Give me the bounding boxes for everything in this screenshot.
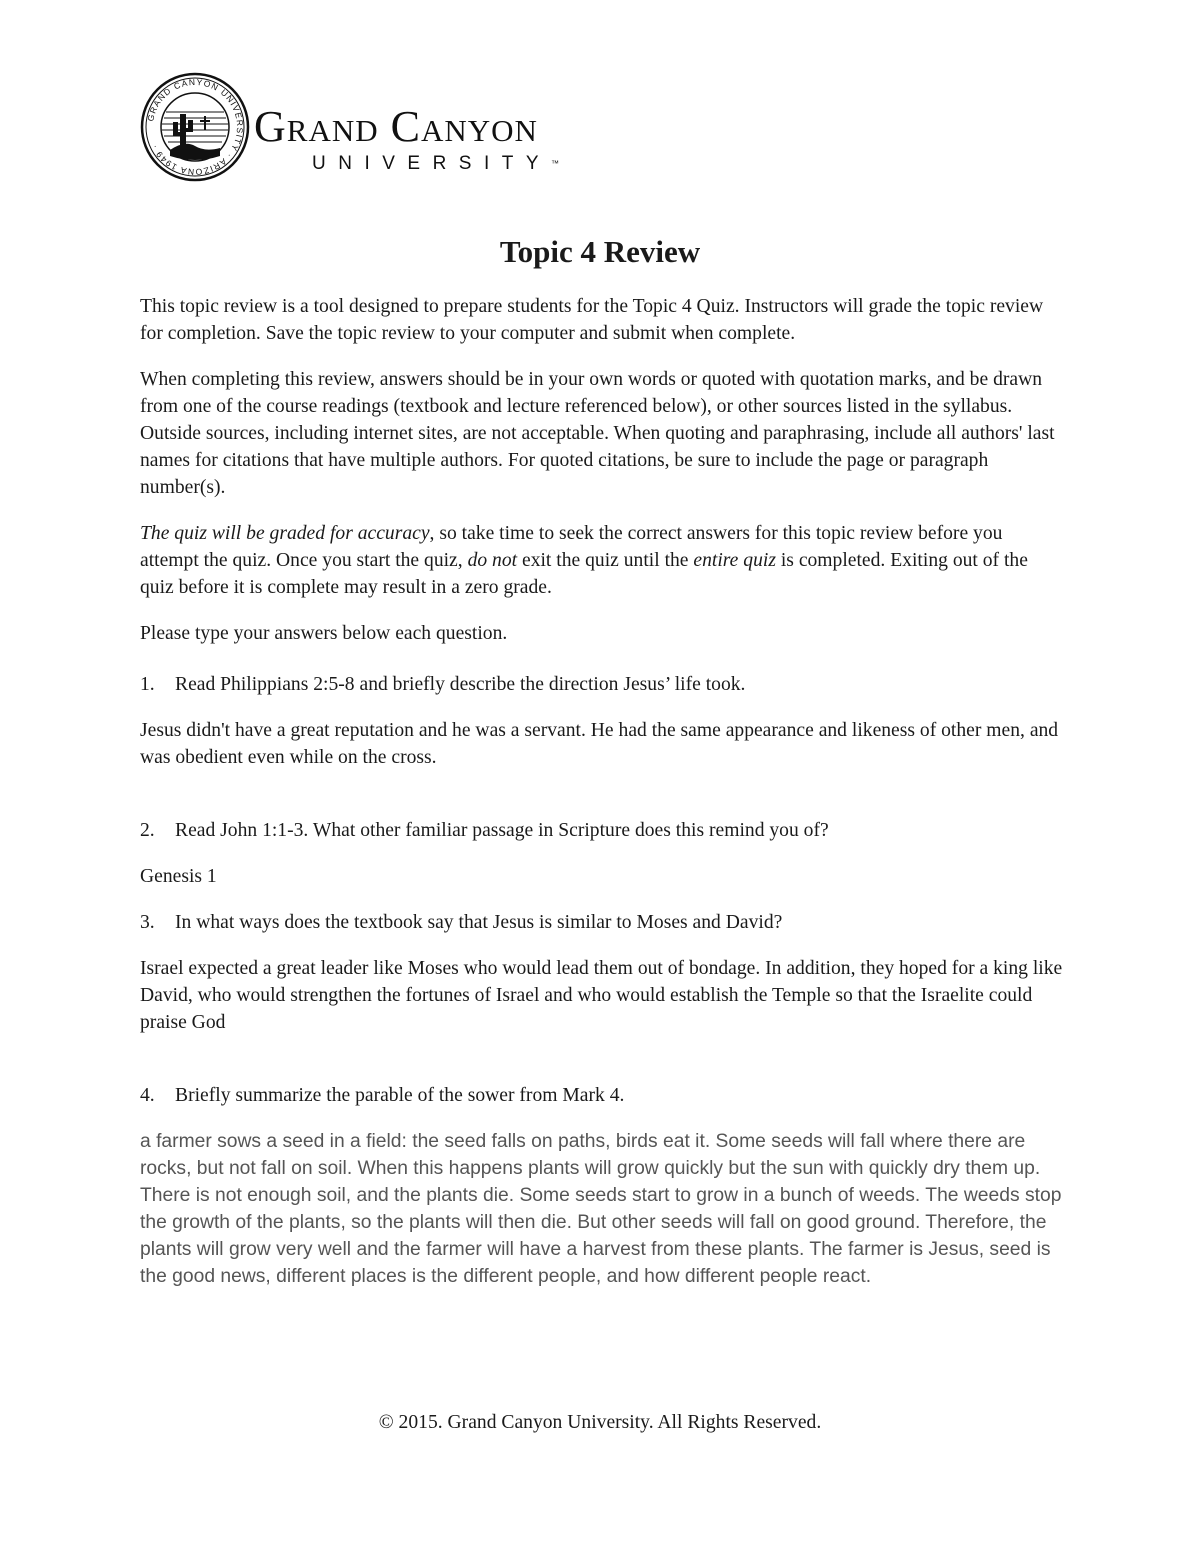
wordmark-university-text: UNIVERSITY <box>312 153 552 174</box>
question-number: 2. <box>140 820 155 841</box>
question-number: 3. <box>140 912 155 933</box>
question-text: Read John 1:1-3. What other familiar passage in Scripture does this remind you of? <box>175 820 829 841</box>
answer-2[interactable]: Genesis 1 <box>140 866 217 887</box>
emphasis-accuracy: The quiz will be graded for accuracy <box>140 523 430 544</box>
answer-4[interactable]: a farmer sows a seed in a field: the seed falls on paths, birds eat it. Some seeds will fall where there are rocks, but not fall on soil. When this happens plants will grow quickly but the sun with quickly dry them up. There is not enough soil, and the plants die. Some seeds start to grow in a bunch of weeds. The weeds stop the growth of the plants, so the plants will then die. But other seeds will fall on good ground. Therefore, the plants will grow very well and the farmer will have a harvest from these plants. The farmer is Jesus, seed is the good news, different places is the different people, and how different people react. <box>140 1131 1062 1287</box>
intro-paragraph-3 <box>140 520 1065 601</box>
intro-paragraph-4: Please type your answers below each question. <box>140 623 508 644</box>
copyright-footer: © 2015. Grand Canyon University. All Rights Reserved. <box>378 1412 822 1433</box>
document-body <box>140 293 1065 1309</box>
question-text: Read Philippians 2:5-8 and briefly describe the direction Jesus’ life took. <box>175 674 746 695</box>
intro-paragraph-1: This topic review is a tool designed to prepare students for the Topic 4 Quiz. Instructors will grade the topic review for completion. Save the topic review to your computer and submit when complete. <box>140 296 1044 344</box>
page-title: Topic 4 Review <box>499 234 701 269</box>
wordmark-university <box>312 152 559 176</box>
intro-paragraph-2: When completing this review, answers should be in your own words or quoted with quotation marks, and be drawn from one of the course readings (textbook and lecture referenced below), or other sources listed in the syllabus. Outside sources, including internet sites, are not acceptable. When quoting and paraphrasing, include all authors' last names for citations that have multiple authors. For quoted citations, be sure to include the page or paragraph number(s). <box>140 369 1055 498</box>
intro-p3-text-2: exit the quiz until the <box>517 550 694 571</box>
answer-1[interactable]: Jesus didn't have a great reputation and he was a servant. He had the same appearance and likeness of other men, and was obedient even while on the cross. <box>140 720 1059 768</box>
university-logo <box>140 72 620 182</box>
question-2 <box>140 817 1065 844</box>
question-text: In what ways does the textbook say that Jesus is similar to Moses and David? <box>175 912 783 933</box>
trademark-symbol: ™ <box>551 159 560 168</box>
wordmark-name: Grand Canyon <box>254 102 538 151</box>
question-1 <box>140 671 1065 698</box>
question-number: 1. <box>140 674 155 695</box>
question-3 <box>140 909 1065 936</box>
university-wordmark <box>254 104 559 176</box>
svg-text:GRAND CANYON UNIVERSITY · ARIZ: GRAND CANYON UNIVERSITY · ARIZONA 1949 · <box>145 76 246 178</box>
question-number: 4. <box>140 1085 155 1106</box>
intro-p3-text-3: is completed. Exiting out of the quiz before it is complete may result in a zero grade. <box>140 550 1028 598</box>
emphasis-do-not: do not <box>467 550 518 571</box>
question-4 <box>140 1082 1065 1109</box>
intro-p3-text-1: , so take time to seek the correct answers for this topic review before you attempt the quiz. Once you start the quiz, <box>140 523 1003 571</box>
emphasis-entire-quiz: entire quiz <box>693 550 776 571</box>
question-text: Briefly summarize the parable of the sower from Mark 4. <box>175 1085 625 1106</box>
university-seal-icon <box>140 72 250 182</box>
answer-3[interactable]: Israel expected a great leader like Moses who would lead them out of bondage. In addition, they hoped for a king like David, who would strengthen the fortunes of Israel and who would establish the Temple so that the Israelite could praise God <box>140 958 1063 1033</box>
